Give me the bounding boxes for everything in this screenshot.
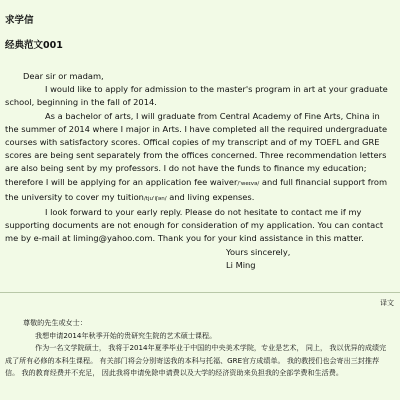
cn-paragraph-2: 作为一名文学院硕士， 我将于2014年夏季毕业于中国的中央美术学院，专业是艺术， 同上， 我以优异的成绩完成了所有必修的本科生课程。 有关部门将会分别寄送我的本科与托福、GRE官方成绩单。 我的教授们也会寄出三封推荐信。 我的教育经费并不充足， 因此我将申请免除申请费以及大学的经济资助来负担我的全部学费和生活费。	[5, 343, 387, 378]
paragraph-2-end: and living expenses.	[166, 191, 255, 202]
letter-paragraph-3: I look forward to your early reply. Please do not hesitate to contact me if my supporting documents are not enough for consideration of my application. You can contact me by e-mail at liming@yahoo.com. Thank you for your kind assistance in this matter.	[5, 207, 384, 244]
english-letter	[5, 70, 395, 272]
translation-label: 译文	[380, 299, 394, 307]
section-divider	[0, 292, 400, 293]
letter-greeting: Dear sir or madam,	[23, 71, 104, 81]
article-subtitle: 经典范文001	[5, 40, 63, 51]
cn-paragraph-1: 我想申请2014年秋季开始的贵研究生院的艺术硕士课程。	[35, 330, 217, 340]
paragraph-2-continued: and full financial support from the university to cover my tuition	[5, 176, 388, 202]
phonetic-note-waiver: /'weɪvə/	[237, 180, 260, 187]
letter-closing: Yours sincerely,	[226, 246, 291, 257]
letter-paragraph-2	[5, 110, 395, 206]
chinese-translation	[5, 317, 393, 380]
paragraph-2-text: As a bachelor of arts, I will graduate from Central Academy of Fine Arts, China in the summer of 2014 where I major in Arts. I have completed all the required undergraduate courses with satisfactory scores. Offical copies of my transcript and of my TOEFL and GRE scores are being sent separately from the offices concerned. Three recommendation letters are also being sent by my professors. I do not have the funds to finance my education; therefore I will be applying for an application fee waiver	[5, 110, 388, 187]
page-title: 求学信	[5, 15, 34, 26]
letter-paragraph-1: I would like to apply for admission to the master's program in art at your graduate school, beginning in the fall of 2014.	[5, 84, 388, 108]
phonetic-note-tuition: /tju'iʃən/	[143, 195, 167, 202]
letter-signature: Li Ming	[226, 259, 256, 270]
cn-greeting: 尊敬的先生或女士：	[23, 318, 87, 327]
